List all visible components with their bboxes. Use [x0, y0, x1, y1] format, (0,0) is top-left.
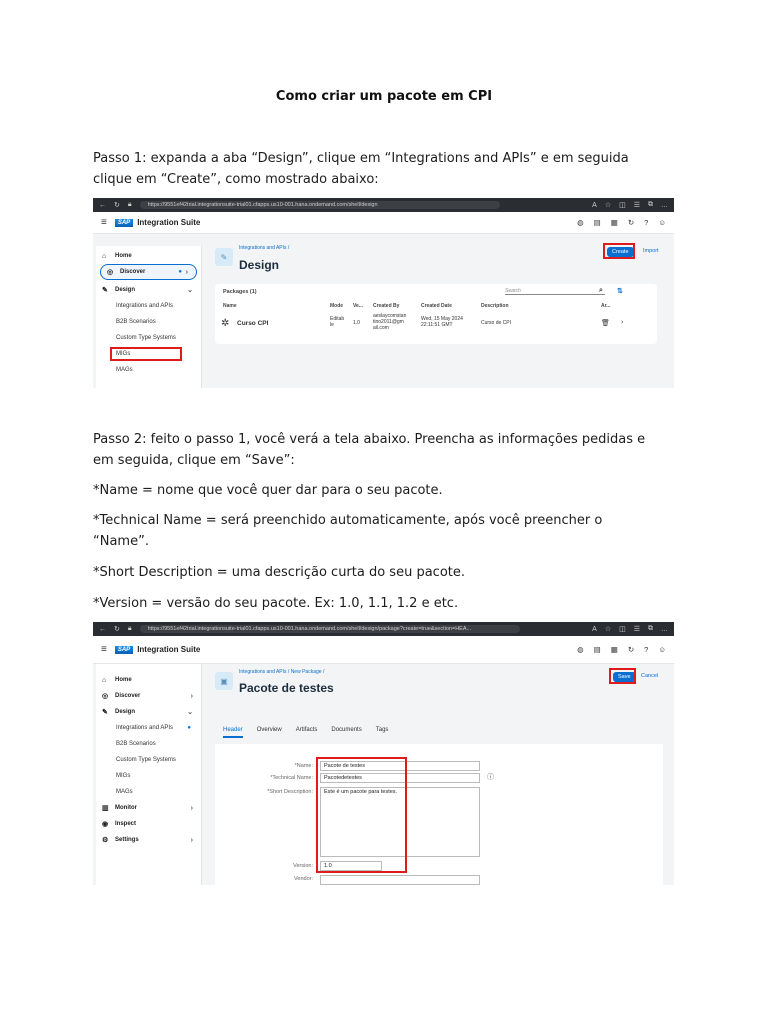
chevron-right-icon: › [190, 804, 193, 812]
nav-b2b-scenarios[interactable]: B2B Scenarios [116, 741, 156, 747]
package-version: 1.0 [353, 320, 360, 326]
back-icon[interactable]: ← [99, 625, 106, 633]
page-title: Design [239, 258, 280, 272]
pencil-icon: ✎ [102, 709, 108, 716]
package-created-date: Wed, 15 May 2024 22:11:51 GMT [421, 316, 463, 328]
package-tabs [223, 727, 388, 738]
screenshot-design-page [93, 198, 674, 388]
save-button[interactable]: Save [613, 672, 636, 682]
nav-discover[interactable]: ◎ Discover ● › [100, 264, 197, 280]
tab-header[interactable]: Header [223, 727, 243, 738]
technical-name-label: *Technical Name: [270, 775, 313, 781]
sap-logo: SAP [115, 219, 133, 227]
nav-settings[interactable]: ⚙ Settings › [102, 836, 193, 844]
col-description: Description [481, 303, 509, 309]
short-description-input[interactable]: Este é um pacote para testes. [320, 787, 480, 857]
search-icon[interactable]: ⌕ [599, 287, 603, 294]
sync-icon[interactable]: ↻ [627, 218, 635, 227]
nav-design[interactable]: ✎ Design ⌄ [102, 709, 193, 716]
lock-icon: 🔒︎ [127, 201, 132, 208]
highlight-form-fields [316, 757, 407, 873]
design-tile-icon: ✎ [215, 248, 233, 266]
version-input[interactable]: 1.0 [320, 861, 382, 871]
package-tile-icon: ▣ [215, 672, 233, 690]
shell-bar [93, 212, 674, 234]
url-field[interactable]: https://9551ef42trial.integrationsuite-trial01.cfapps.us10-001.hana.ondemand.com/shell/design [140, 201, 500, 209]
user-icon[interactable]: ☺ [658, 645, 666, 654]
create-button[interactable]: Create [607, 247, 634, 257]
technical-name-input[interactable]: Pacotedetestes [320, 773, 480, 783]
package-created-by: aeslaycomstan tino2011@gm ail.com [373, 313, 407, 331]
tab-overview[interactable]: Overview [256, 727, 282, 733]
highlight-create [603, 243, 635, 259]
discovery-icon[interactable]: ◍ [577, 218, 584, 227]
chevron-down-icon: ⌄ [187, 709, 193, 716]
name-label: *Name: [294, 763, 313, 769]
packages-card [215, 284, 657, 344]
help-icon[interactable]: ? [644, 218, 649, 227]
step2-text [93, 429, 683, 471]
sap-logo: SAP [115, 646, 133, 654]
compass-icon: ◎ [107, 269, 114, 276]
nav-inspect[interactable]: ◉ Inspect [102, 821, 137, 828]
menu-icon[interactable]: ≡ [101, 644, 107, 655]
step2-line2: em seguida, clique em “Save”: [93, 453, 295, 468]
nav-b2b-scenarios[interactable]: B2B Scenarios [116, 319, 156, 325]
url-field[interactable]: https://9551ef42trial.integrationsuite-trial01.cfapps.us10-001.hana.ondemand.com/shell/design/package?create=true&section=HEA... [140, 625, 520, 633]
package-icon: ✲ [221, 318, 230, 329]
grid-icon[interactable]: ▦ [610, 645, 618, 654]
technical-note: *Technical Name = será preenchido automaticamente, após você preencher o “Name”. [93, 513, 603, 549]
package-name[interactable]: Curso CPI [237, 320, 269, 327]
collections-icon[interactable]: ⧉ [648, 625, 653, 632]
delete-icon[interactable]: 🗑︎ [601, 320, 610, 327]
short-description-note: *Short Description = uma descrição curta do seu pacote. [93, 565, 465, 580]
page-title: Pacote de testes [239, 681, 334, 695]
nav-migs[interactable]: MIGs [116, 351, 131, 357]
nav-integrations-apis[interactable]: Integrations and APIs ● [116, 725, 191, 731]
col-created-by: Created By [373, 303, 400, 309]
favorites-icon[interactable]: ☰ [633, 626, 640, 633]
info-icon[interactable]: ⓘ [487, 774, 494, 781]
nav-home[interactable]: ⌂ Home [102, 676, 132, 684]
nav-integrations-apis[interactable]: Integrations and APIs [116, 303, 174, 309]
home-icon: ⌂ [102, 252, 107, 260]
package-description: Curso de CPI [481, 320, 512, 326]
more-icon[interactable]: … [661, 625, 668, 633]
book-icon[interactable]: ▤ [593, 645, 601, 654]
nav-mags[interactable]: MAGs [116, 367, 133, 373]
compass-icon: ◎ [102, 693, 109, 700]
step1-text [93, 148, 683, 190]
nav-home[interactable]: ⌂ Home [102, 252, 132, 260]
packages-count: Packages (1) [223, 289, 257, 295]
nav-mags[interactable]: MAGs [116, 789, 133, 795]
collections-icon[interactable]: ⧉ [648, 201, 653, 208]
sync-icon[interactable]: ↻ [627, 645, 635, 654]
shell-bar [93, 636, 674, 664]
chevron-right-icon[interactable]: › [621, 319, 624, 326]
tab-documents[interactable]: Documents [331, 727, 362, 733]
document-title: Como criar um pacote em CPI [275, 89, 493, 104]
selected-dot-icon: ● [187, 725, 191, 731]
highlight-save [609, 668, 636, 684]
cancel-button[interactable]: Cancel [641, 673, 659, 679]
search-input[interactable]: Search [505, 288, 605, 295]
user-icon[interactable]: ☺ [658, 218, 666, 227]
side-navigation [96, 246, 202, 388]
side-navigation [96, 664, 202, 885]
lock-icon: 🔒︎ [127, 625, 132, 632]
chevron-right-icon: › [190, 692, 193, 700]
nav-monitor[interactable]: ▥ Monitor › [102, 804, 193, 812]
nav-migs[interactable]: MIGs [116, 773, 131, 779]
col-mode: Mode [330, 303, 344, 309]
product-name: Integration Suite [137, 218, 201, 227]
step2-line1: Passo 2: feito o passo 1, você verá a tela abaixo. Preencha as informações pedidas e [93, 432, 646, 447]
nav-discover[interactable]: ◎ Discover › [102, 692, 193, 700]
col-version: Ve... [353, 303, 364, 309]
step1-line2: clique em “Create”, como mostrado abaixo: [93, 172, 379, 187]
short-description-label: *Short Description: [267, 789, 313, 795]
breadcrumb[interactable]: Integrations and APIs / [239, 245, 290, 251]
more-icon[interactable]: … [661, 201, 668, 209]
header-form [215, 744, 663, 885]
tab-tags[interactable]: Tags [375, 727, 389, 733]
chevron-right-icon: › [185, 268, 188, 276]
discovery-icon[interactable]: ◍ [577, 645, 584, 654]
favorite-icon[interactable]: ☆ [604, 202, 612, 209]
home-icon: ⌂ [102, 676, 107, 684]
name-input[interactable]: Pacote de testes [320, 761, 480, 771]
split-icon[interactable]: ◫ [619, 626, 626, 633]
step1-line1: Passo 1: expanda a aba “Design”, clique em “Integrations and APIs” e em seguida [93, 151, 629, 166]
browser-bar [93, 622, 674, 636]
reload-icon[interactable]: ↻ [114, 626, 120, 633]
inspect-icon: ◉ [102, 821, 109, 828]
screenshot-new-package [93, 622, 674, 885]
chart-icon: ▥ [102, 805, 109, 812]
highlight-integrations [110, 347, 182, 361]
chevron-down-icon: ⌄ [187, 287, 193, 294]
pencil-icon: ✎ [102, 287, 108, 294]
read-aloud-icon[interactable]: A [592, 625, 597, 633]
selected-dot-icon: ● [178, 269, 182, 275]
package-main [205, 664, 674, 885]
design-main [205, 234, 674, 388]
col-actions: Ar... [601, 303, 611, 309]
col-created-date: Created Date [421, 303, 452, 309]
sort-icon[interactable]: ⇅ [617, 288, 623, 295]
breadcrumb[interactable]: Integrations and APIs / New Package / [239, 669, 325, 675]
favorites-icon[interactable]: ☰ [633, 202, 640, 209]
name-note: *Name = nome que você quer dar para o seu pacote. [93, 483, 443, 498]
split-icon[interactable]: ◫ [619, 202, 626, 209]
product-name: Integration Suite [137, 645, 201, 654]
chevron-right-icon: › [190, 836, 193, 844]
nav-custom-type-systems[interactable]: Custom Type Systems [116, 335, 176, 341]
read-aloud-icon[interactable]: A [592, 201, 597, 209]
version-note: *Version = versão do seu pacote. Ex: 1.0, 1.1, 1.2 e etc. [93, 596, 459, 611]
menu-icon[interactable]: ≡ [101, 217, 107, 228]
nav-custom-type-systems[interactable]: Custom Type Systems [116, 757, 176, 763]
nav-design[interactable]: ✎ Design ⌄ [102, 287, 193, 294]
reload-icon[interactable]: ↻ [114, 202, 120, 209]
import-button[interactable]: Import [643, 248, 659, 254]
browser-bar [93, 198, 674, 212]
back-icon[interactable]: ← [99, 201, 106, 209]
tab-artifacts[interactable]: Artifacts [295, 727, 318, 733]
vendor-input[interactable] [320, 875, 480, 885]
vendor-label: Vendor: [294, 876, 313, 882]
package-mode: Editab le [330, 316, 345, 328]
settings-icon: ⚙ [102, 837, 109, 844]
col-name: Name [223, 303, 237, 309]
help-icon[interactable]: ? [644, 645, 649, 654]
version-label: Version: [293, 863, 313, 869]
favorite-icon[interactable]: ☆ [604, 626, 612, 633]
book-icon[interactable]: ▤ [593, 218, 601, 227]
grid-icon[interactable]: ▦ [610, 218, 618, 227]
